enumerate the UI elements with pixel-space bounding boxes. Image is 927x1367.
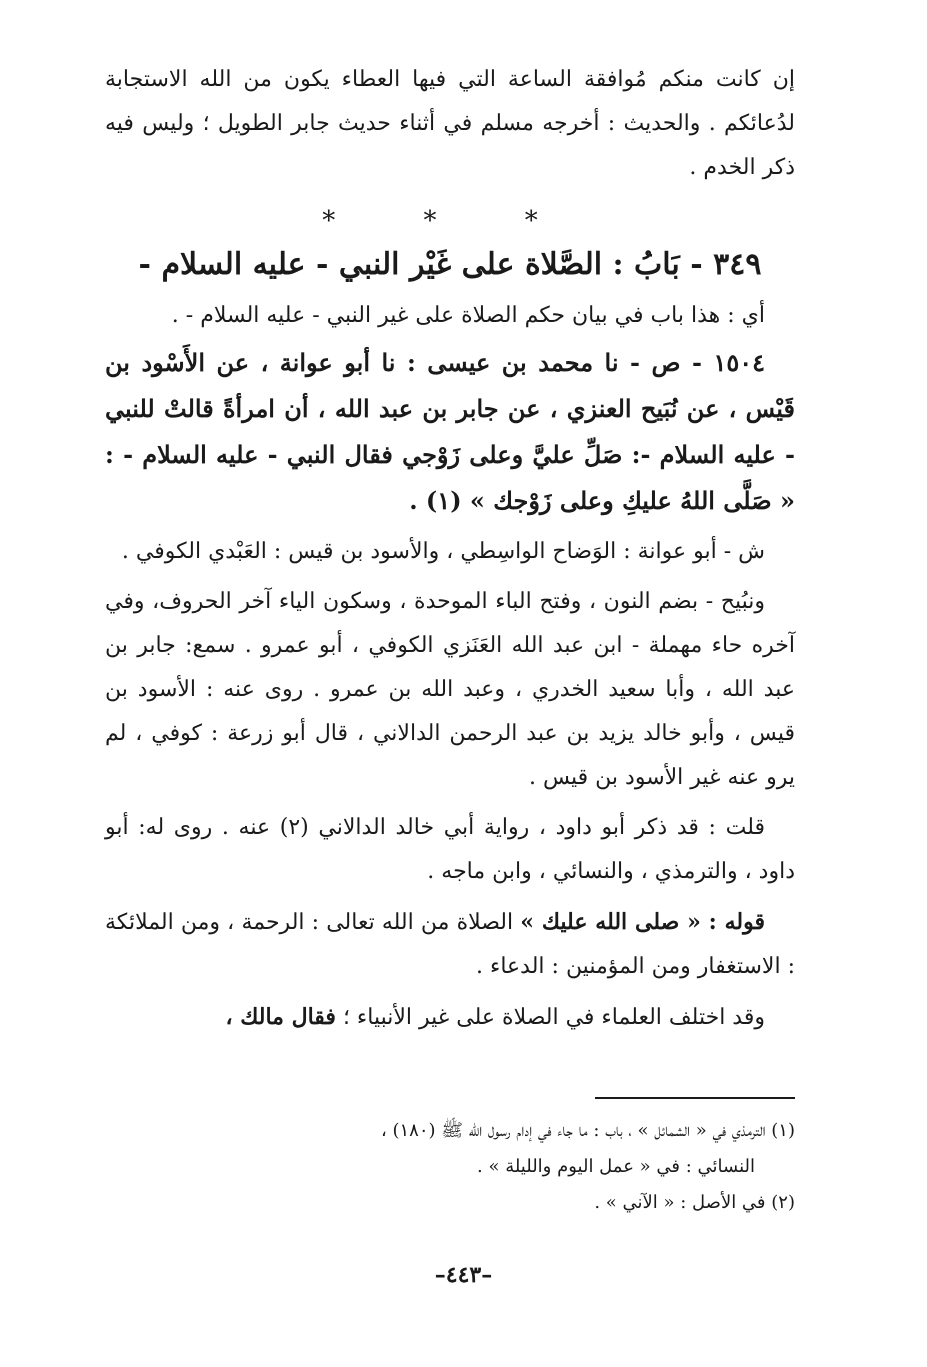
quoted-phrase: قوله : « صلى الله عليك »: [520, 909, 765, 935]
chapter-title: ٣٤٩ - بَابُ : الصَّلاة على غَيْر النبي - عليه السلام -: [138, 247, 762, 282]
section-separator: * * *: [322, 206, 578, 236]
intro-paragraph: إن كانت منكم مُوافقة الساعة التي فيها العطاء يكون من الله الاستجابة لدُعائكم . والحديث : أخرجه مسلم في أثناء حديث جابر الطويل ؛ وليس فيه ذكر الخدم .: [105, 67, 795, 180]
scholars-malik: فقال مالك ،: [225, 1004, 336, 1030]
scholars-text: وقد اختلف العلماء في الصلاة على غير الأنبياء ؛: [342, 1005, 765, 1030]
meaning-text: الصلاة من الله تعالى : الرحمة ، ومن الملائكة : الاستغفار ومن المؤمنين : الدعاء .: [105, 910, 795, 979]
commentary-note: قلت : قد ذكر أبو داود ، رواية أبي خالد الدالاني (٢) عنه . روى له: أبو داود ، والترمذي ، والنسائي ، وابن ماجه .: [105, 815, 795, 884]
commentary-nubayh: ونبُيح - بضم النون ، وفتح الباء الموحدة ، وسكون الياء آخر الحروف، وفي آخره حاء مهملة - ابن عبد الله العَنَزي الكوفي ، أبو عمرو . سمع: جابر بن عبد الله ، وأبا سعيد الخدري ، وعبد الله بن عمرو . روى عنه : الأسود بن قيس ، وأبو خالد يزيد بن عبد الرحمن الدالاني ، قال أبو زرعة : كوفي ، لم يرو عنه غير الأسود بن قيس .: [105, 589, 795, 790]
footnotes: [105, 1113, 795, 1221]
commentary-scholars: [105, 995, 795, 1040]
page-number: –٤٤٣–: [434, 1262, 493, 1288]
footnote-1-continued: النسائي : في « عمل اليوم والليلة » .: [477, 1156, 755, 1177]
footnote-divider: [595, 1097, 795, 1099]
hadith-text: ١٥٠٤ - ص - نا محمد بن عيسى : نا أبو عوانة ، عن الأَسْود بن قَيْس ، عن نُبَيح العنزي ، عن جابر بن عبد الله ، أن امرأةً قالتْ للنبي - عليه السلام -: صَلِّ عليَّ وعلى زَوْجي فقال النبي - عليه السلام - : « صَلَّى اللهُ عليكِ وعلى زَوْجك » (١) .: [105, 348, 795, 515]
footnote-2: (٢) في الأصل : « الآني » .: [594, 1192, 795, 1213]
page-body: [105, 58, 795, 1040]
footnote-1: (١) الترمذي في « الشمائل » ، باب : ما جاء في إدام رسول الله ﷺ (١٨٠) ،: [380, 1120, 795, 1141]
commentary-narrators: ش - أبو عوانة : الوَضاح الواسِطي ، والأسود بن قيس : العَبْدي الكوفي .: [121, 539, 765, 564]
commentary-meaning: [105, 900, 795, 989]
chapter-explanation: أي : هذا باب في بيان حكم الصلاة على غير النبي - عليه السلام - .: [171, 303, 765, 328]
